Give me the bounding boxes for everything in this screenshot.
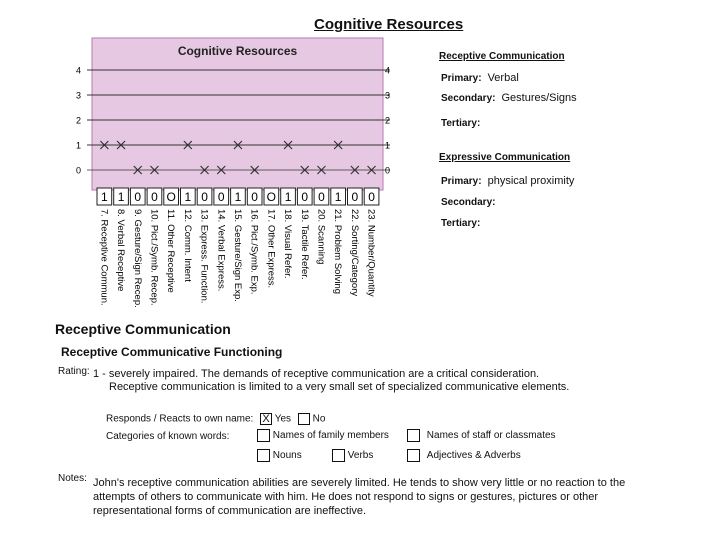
value-label-1: 1 bbox=[101, 190, 108, 204]
receptive-primary-value: Verbal bbox=[487, 72, 519, 84]
y-tick-left-0: 0 bbox=[75, 165, 81, 176]
value-label-9: 1 bbox=[234, 190, 242, 204]
value-label-4: 0 bbox=[151, 190, 158, 204]
family-label: Names of family members bbox=[272, 430, 389, 442]
value-label-3: 0 bbox=[134, 190, 142, 204]
category-label-6: 12. Comm. Intent bbox=[181, 209, 193, 282]
receptive-primary-label: Primary: bbox=[441, 73, 482, 84]
y-tick-right-1: 1 bbox=[385, 140, 391, 151]
receptive-primary bbox=[441, 72, 519, 84]
notes-line-2: attempts of others to communicate with him. He does not respond to signs or gestures, pictures or other bbox=[93, 491, 599, 503]
expressive-tertiary-label: Tertiary: bbox=[441, 218, 481, 229]
receptive-tertiary bbox=[441, 117, 486, 129]
value-label-8: 0 bbox=[217, 190, 225, 204]
notes-label: Notes: bbox=[58, 473, 87, 484]
value-label-2: 1 bbox=[117, 190, 125, 204]
category-label-10: 16. Pict./Symb. Exp. bbox=[248, 209, 260, 295]
category-label-1: 7. Receptive Commun. bbox=[98, 209, 110, 306]
nouns-checkbox[interactable] bbox=[257, 449, 270, 462]
category-family bbox=[257, 429, 389, 442]
category-label-2: 8. Verbal Receptive bbox=[115, 209, 127, 292]
cognitive-resources-chart bbox=[60, 30, 410, 320]
verbs-label: Verbs bbox=[347, 450, 374, 462]
adjectives-checkbox[interactable] bbox=[407, 449, 420, 462]
category-label-4: 10. Pict./Symb. Recep. bbox=[148, 209, 160, 306]
expressive-secondary-label: Secondary: bbox=[441, 197, 496, 208]
value-label-6: 1 bbox=[184, 190, 192, 204]
category-label-11: 17. Other Express. bbox=[265, 209, 277, 289]
category-label-16: 22. Sorting/Category bbox=[348, 209, 360, 297]
nouns-label: Nouns bbox=[272, 450, 302, 462]
receptive-secondary bbox=[441, 92, 577, 104]
y-tick-right-0: 0 bbox=[385, 165, 391, 176]
staff-checkbox[interactable] bbox=[407, 429, 420, 442]
expressive-primary bbox=[441, 175, 574, 187]
category-label-13: 19. Tactile Refer. bbox=[298, 209, 310, 280]
category-label-12: 18. Visual Refer. bbox=[282, 209, 294, 279]
value-label-11: O bbox=[266, 190, 277, 204]
y-tick-right-3: 3 bbox=[385, 90, 391, 101]
family-checkbox[interactable] bbox=[257, 429, 270, 442]
category-verbs bbox=[332, 449, 373, 462]
value-label-16: 0 bbox=[351, 190, 359, 204]
y-tick-left-2: 2 bbox=[75, 115, 81, 126]
yes-label: Yes bbox=[274, 413, 292, 425]
receptive-secondary-label: Secondary: bbox=[441, 93, 496, 104]
category-nouns bbox=[257, 449, 302, 462]
y-tick-left-3: 3 bbox=[75, 90, 81, 101]
staff-label: Names of staff or classmates bbox=[426, 430, 556, 442]
adjectives-label: Adjectives & Adverbs bbox=[426, 450, 521, 462]
verbs-checkbox[interactable] bbox=[332, 449, 345, 462]
responds-row bbox=[106, 413, 325, 425]
value-label-17: 0 bbox=[368, 190, 375, 204]
category-label-9: 15. Gesture/Sign Exp. bbox=[231, 209, 243, 302]
expressive-tertiary bbox=[441, 217, 486, 229]
rating-line-2: Receptive communication is limited to a very small set of specialized communicative elements. bbox=[109, 381, 570, 393]
rating-line-1: 1 - severely impaired. The demands of receptive communication are a critical consideration. bbox=[93, 368, 540, 380]
category-label-15: 21. Problem Solving bbox=[332, 209, 344, 295]
value-label-15: 1 bbox=[334, 190, 342, 204]
category-label-8: 14. Verbal Express. bbox=[215, 209, 227, 292]
notes-line-1: John's receptive communication abilities are severely limited. He tends to show very little or no reaction to the bbox=[93, 477, 626, 489]
expressive-primary-label: Primary: bbox=[441, 176, 482, 187]
category-adjectives bbox=[407, 449, 521, 462]
receptive-comm-heading: Receptive Communication bbox=[439, 51, 565, 62]
rating-label: Rating: bbox=[58, 366, 90, 377]
receptive-secondary-value: Gestures/Signs bbox=[501, 92, 577, 104]
y-tick-right-2: 2 bbox=[385, 115, 391, 126]
no-checkbox[interactable] bbox=[298, 413, 310, 425]
section-title: Receptive Communication bbox=[55, 321, 231, 337]
y-tick-left-1: 1 bbox=[75, 140, 81, 151]
value-label-13: 0 bbox=[301, 190, 309, 204]
value-label-7: 0 bbox=[201, 190, 208, 204]
y-tick-left-4: 4 bbox=[75, 65, 81, 76]
yes-checkbox[interactable]: X bbox=[260, 413, 272, 425]
section-subtitle: Receptive Communicative Functioning bbox=[61, 345, 283, 359]
value-label-12: 1 bbox=[284, 190, 292, 204]
expressive-secondary bbox=[441, 196, 501, 208]
category-label-7: 13. Express. Function. bbox=[198, 209, 210, 304]
expressive-comm-heading: Expressive Communication bbox=[439, 152, 571, 163]
category-staff bbox=[407, 429, 556, 442]
category-label-14: 20. Scanning bbox=[315, 209, 327, 265]
page-title: Cognitive Resources bbox=[314, 16, 464, 33]
no-label: No bbox=[312, 413, 326, 425]
category-label-17: 23. Number/Quantity bbox=[365, 209, 377, 297]
expressive-primary-value: physical proximity bbox=[487, 175, 575, 187]
value-label-5: O bbox=[166, 190, 176, 204]
receptive-tertiary-label: Tertiary: bbox=[441, 118, 481, 129]
category-label-5: 11. Other Receptive bbox=[165, 209, 177, 293]
responds-label: Responds / Reacts to own name: bbox=[106, 413, 254, 425]
value-label-10: 0 bbox=[251, 190, 258, 204]
value-label-14: 0 bbox=[318, 190, 325, 204]
notes-line-3: representational forms of communication are ineffective. bbox=[93, 505, 367, 517]
category-label-3: 9. Gesture/Sign Recep. bbox=[131, 209, 143, 308]
chart-title: Cognitive Resources bbox=[177, 44, 298, 58]
y-tick-right-4: 4 bbox=[385, 65, 391, 76]
categories-label: Categories of known words: bbox=[106, 431, 230, 442]
